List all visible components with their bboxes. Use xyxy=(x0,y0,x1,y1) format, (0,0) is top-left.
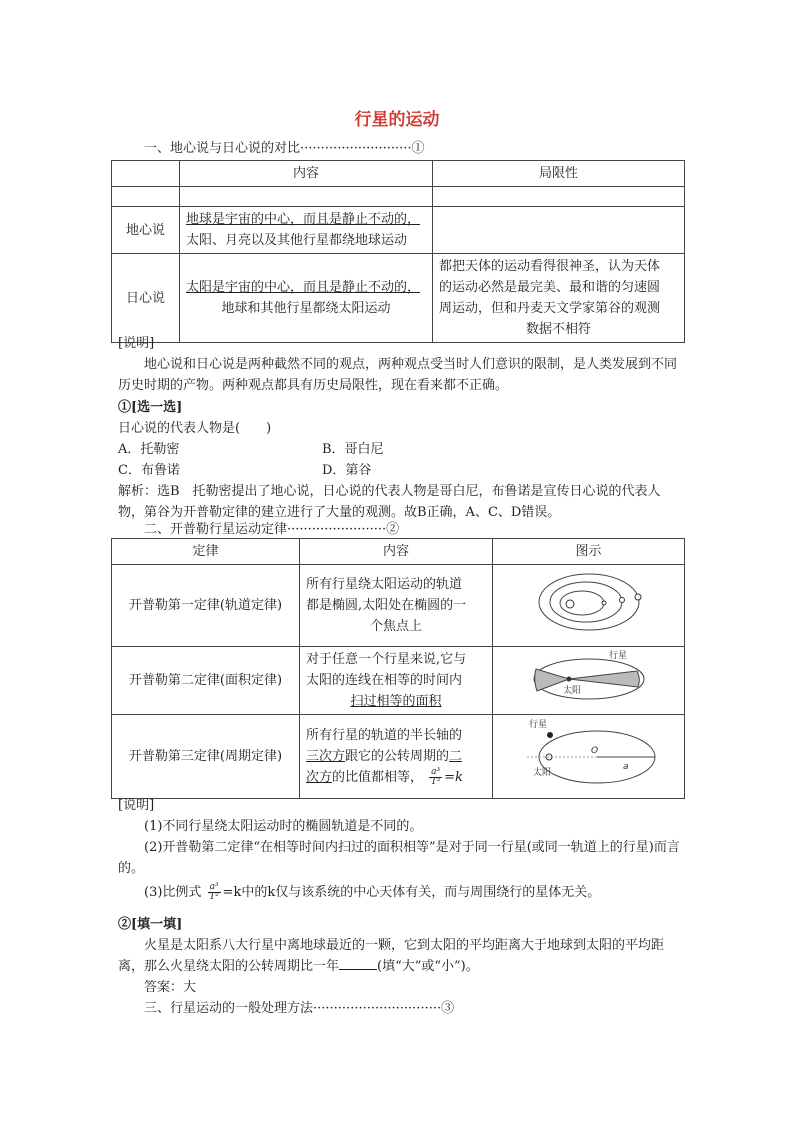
kepler-law3-name: 开普勒第三定律(周期定律) xyxy=(112,715,300,799)
elliptical-orbits-icon xyxy=(534,567,644,637)
note2-label: [说明] xyxy=(118,798,155,813)
svg-text:太阳: 太阳 xyxy=(562,686,581,696)
q1-label: ①[选一选] xyxy=(118,400,183,415)
col-content: 内容 xyxy=(180,161,433,187)
geo-helio-table xyxy=(111,160,685,343)
limitation-content: 都把天体的运动看得很神圣，认为天体 的运动必然是最完美、最和谐的匀速圆 周运动，但和丹麦天文学家第谷的观测 数据不相符 xyxy=(433,254,685,343)
kepler-law2-name: 开普勒第二定律(面积定律) xyxy=(112,647,300,715)
svg-text:行星: 行星 xyxy=(608,651,627,661)
q2-text: 火星是太阳系八大行星中离地球最近的一颗，它到太阳的平均距离大于地球到太阳的平均距离，那么火星绕太阳的公转周期比一年 (填“大”或“小”)。 xyxy=(118,938,665,974)
q2-label: ②[填一填] xyxy=(118,917,183,932)
kepler-law3-content: 所有行星的轨道的半长轴的 三次方跟它的公转周期的二 次方的比值都相等， $\frac{\text{a³}}{\text{T²}}$ =k xyxy=(300,715,493,799)
svg-text:行星: 行星 xyxy=(528,720,547,730)
kepler-table xyxy=(111,538,685,799)
q1-stem: 日心说的代表人物是( ) xyxy=(118,421,272,436)
note1-text: 地心说和日心说是两种截然不同的观点，两种观点受当时人们意识的限制，是人类发展到不同历史时期的产物。两种观点都具有历史局限性，现在看来都不正确。 xyxy=(118,357,678,393)
option-d: D．第谷 xyxy=(322,463,372,478)
col-content: 内容 xyxy=(300,539,493,565)
section1-heading: 一、地心说与日心说的对比···························① xyxy=(144,141,425,156)
option-a: A．托勒密 xyxy=(118,442,180,457)
section3-heading: 三、行星运动的一般处理方法·······························③ xyxy=(144,1001,455,1016)
section2-heading: 二、开普勒行星运动定律························② xyxy=(144,522,400,537)
geocentric-content: 地球是宇宙的中心，而且是静止不动的， 太阳、月亮以及其他行星都绕地球运动 xyxy=(180,207,433,254)
col-limit: 局限性 xyxy=(433,161,685,187)
equal-area-orbit-icon xyxy=(529,649,649,705)
geocentric-label: 地心说 xyxy=(112,207,180,254)
note2-item3: (3)比例式 $\frac{\text{a³}}{\text{T²}}$ =k中的k仅与该系统的中心天体有关，而与周围绕行的星体无关。 xyxy=(144,882,601,902)
col-figure: 图示 xyxy=(493,539,685,565)
option-c: C．布鲁诺 xyxy=(118,463,180,478)
heliocentric-content: 太阳是宇宙的中心，而且是静止不动的， 地球和其他行星都绕太阳运动 xyxy=(180,254,433,343)
note2-item2: (2)开普勒第二定律“在相等时间内扫过的面积相等”是对于同一行星(或同一轨道上的行星)而言的。 xyxy=(118,840,680,876)
col-law: 定律 xyxy=(112,539,300,565)
svg-text:太阳: 太阳 xyxy=(532,768,551,778)
note1-label: [说明] xyxy=(118,336,155,351)
q2-answer: 答案：大 xyxy=(144,980,197,995)
kepler-law2-figure xyxy=(493,647,685,715)
kepler-law1-figure xyxy=(493,565,685,647)
kepler-law3-figure xyxy=(493,715,685,799)
kepler-law1-content: 所有行星绕太阳运动的轨道 都是椭圆,太阳处在椭圆的一 个焦点上 xyxy=(300,565,493,647)
svg-text:a: a xyxy=(622,762,629,772)
heliocentric-label: 日心说 xyxy=(112,254,180,343)
option-b: B．哥白尼 xyxy=(322,442,384,457)
semi-major-axis-icon xyxy=(519,717,659,789)
kepler-law2-content: 对于任意一个行星来说,它与 太阳的连线在相等的时间内 扫过相等的面积 xyxy=(300,647,493,715)
kepler-law1-name: 开普勒第一定律(轨道定律) xyxy=(112,565,300,647)
page-title: 行星的运动 xyxy=(354,110,440,130)
note2-item1: (1)不同行星绕太阳运动时的椭圆轨道是不同的。 xyxy=(144,819,423,834)
answer-blank[interactable] xyxy=(339,956,377,970)
q1-analysis: 解析：选B 托勒密提出了地心说，日心说的代表人物是哥白尼，布鲁诺是宣传日心说的代表人物，第谷为开普勒定律的建立进行了大量的观测。故B正确，A、C、D错误。 xyxy=(118,484,661,520)
q1-options-cd xyxy=(118,460,688,481)
q1-options-ab xyxy=(118,439,688,460)
svg-text:O: O xyxy=(590,746,598,756)
